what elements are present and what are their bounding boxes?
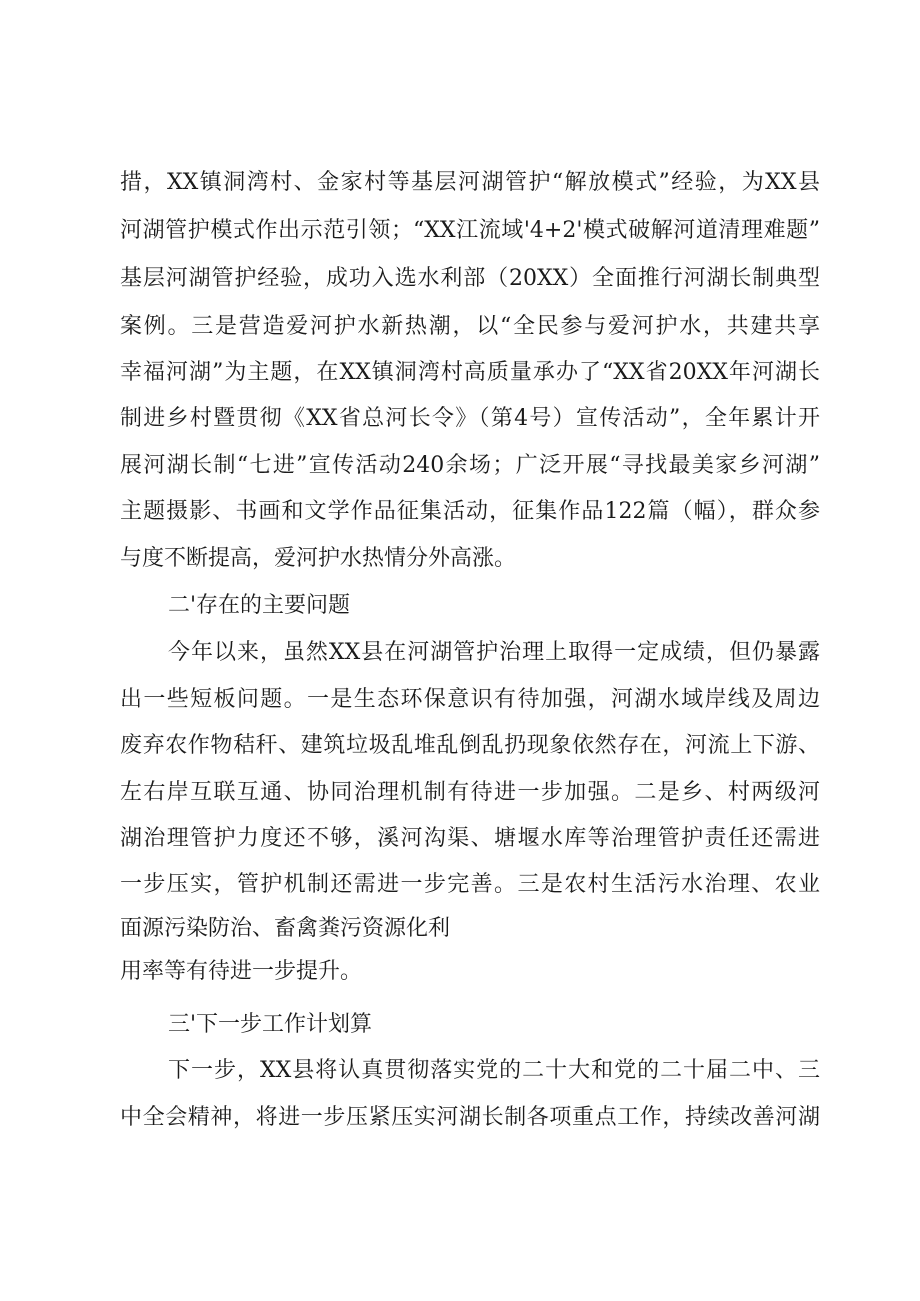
paragraph-line-14: 湖治理管护力度还不够，溪河沟渠、塘堰水库等治理管护责任还需进 [120, 826, 820, 851]
paragraph-line-2: 河湖管护模式作出示范引领；“XX江流域'4+2'模式破解河道清理难题” [120, 218, 820, 243]
paragraph-line-19: 中全会精神，将进一步压紧压实河湖长制各项重点工作，持续改善河湖 [120, 1105, 820, 1130]
paragraph-line-7: 展河湖长制“七进”宣传活动240余场；广泛开展“寻找最美家乡河湖” [120, 453, 820, 478]
paragraph-line-6: 制进乡村暨贯彻《XX省总河长令》（第4号）宣传活动”，全年累计开 [120, 406, 820, 431]
paragraph-line-17: 用率等有待进一步提升。 [120, 959, 363, 984]
paragraph-line-12: 废弃农作物秸秆、建筑垃圾乱堆乱倒乱扔现象依然存在，河流上下游、 [120, 733, 820, 758]
paragraph-line-4: 案例。三是营造爱河护水新热潮，以“全民参与爱河护水，共建共享 [120, 314, 820, 339]
paragraph-line-3: 基层河湖管护经验，成功入选水利部（20XX）全面推行河湖长制典型 [120, 266, 820, 291]
paragraph-line-11: 出一些短板问题。一是生态环保意识有待加强，河湖水域岸线及周边 [120, 687, 820, 712]
paragraph-line-10: 今年以来，虽然XX县在河湖管护治理上取得一定成绩，但仍暴露 [168, 640, 820, 665]
paragraph-line-13: 左右岸互联互通、协同治理机制有待进一步加强。二是乡、村两级河 [120, 780, 820, 805]
paragraph-line-18: 下一步，XX县将认真贯彻落实党的二十大和党的二十届二中、三 [168, 1058, 820, 1083]
paragraph-line-1: 措，XX镇洞湾村、金家村等基层河湖管护“解放模式”经验，为XX县 [120, 170, 820, 195]
paragraph-line-8: 主题摄影、书画和文学作品征集活动，征集作品122篇（幅），群众参 [120, 499, 820, 524]
paragraph-line-15: 一步压实，管护机制还需进一步完善。三是农村生活污水治理、农业 [120, 872, 820, 897]
paragraph-line-9: 与度不断提高，爱河护水热情分外高涨。 [120, 546, 517, 571]
section-heading-next-steps: 三'下一步工作计划算 [168, 1012, 373, 1037]
paragraph-line-5: 幸福河湖”为主题，在XX镇洞湾村高质量承办了“XX省20XX年河湖长 [120, 360, 820, 385]
paragraph-line-16: 面源污染防治、畜禽粪污资源化利 [120, 916, 451, 941]
section-heading-problems: 二'存在的主要问题 [168, 593, 351, 618]
